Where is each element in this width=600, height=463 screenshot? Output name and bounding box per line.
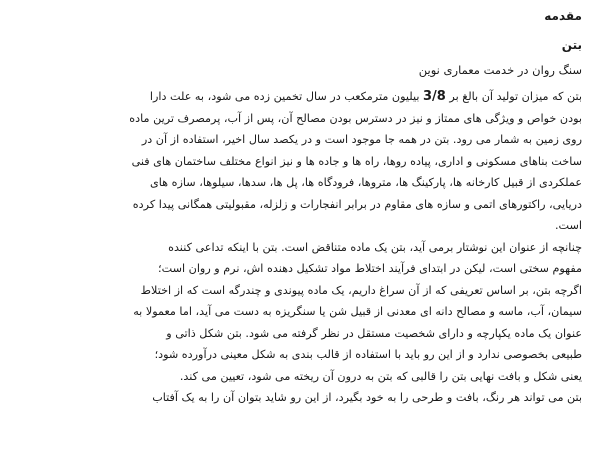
section-heading-intro: مقدمه <box>544 9 582 23</box>
paragraph-line: عنوان یک ماده یکپارچه و دارای شخصیت مستقل در نظر گرفته می شود. بتن شکل ذاتی و <box>166 326 582 340</box>
paragraph-line: یعنی شکل و بافت نهایی بتن را قالبی که بتن به درون آن ریخته می شود، تعیین می کند. <box>179 369 582 383</box>
paragraph-line: طبیعی بخصوصی ندارد و از این رو باید با استفاده از قالب بندی به شکل معینی درآورده شود؛ <box>154 348 582 361</box>
subtitle: سنگ روان در خدمت معماری نوین <box>418 63 582 77</box>
paragraph-2 <box>96 237 582 409</box>
paragraph-line: است. <box>554 219 582 232</box>
paragraph-line: ساخت بناهای مسکونی و اداری، پیاده روها، راه ها و جاده ها و نیز انواع مختلف ساختمان های فنی <box>131 154 582 168</box>
paragraph-line: روی زمین به شمار می رود. بتن در همه جا موجود است و در یکصد سال اخیر، استفاده از آن در <box>141 133 582 146</box>
paragraph-line: عملکردی از قبیل کارخانه ها، پارکینگ ها، متروها، فرودگاه ها، پل ها، سدها، سیلوها، سازه های <box>149 176 582 189</box>
paragraph-1 <box>96 86 582 237</box>
paragraph-line: مفهوم سختی است، لیکن در ابتدای فرآیند اختلاط مواد تشکیل دهنده اش، نرم و روان است؛ <box>158 262 582 275</box>
paragraph-line: بتن که میزان تولید آن بالغ بر 3/8 بیلیون مترمکعب در سال تخمین زده می شود، به علت دارا <box>149 89 582 104</box>
paragraph-line: بودن خواص و ویژگی های ممتاز و نیز در دسترس بودن مصالح آن، پس از آب، پرمصرف ترین ماده <box>129 111 582 125</box>
paragraph-line: بتن می تواند هر رنگ، بافت و طرحی را به خود بگیرد، از این رو شاید بتوان آن را به یک آفتاب <box>152 391 582 404</box>
body-text <box>96 86 582 409</box>
paragraph-line: دریایی، راکتورهای اتمی و سازه های مقاوم در برابر انفجارات و زلزله، مقبولیتی همگانی پیدا کرده <box>132 197 582 211</box>
paragraph-line: اگرچه بتن، بر اساس تعریفی که از آن سراغ داریم، یک ماده پیوندی و چندرگه است که از اختلاط <box>140 283 582 297</box>
section-heading-concrete: بتن <box>561 38 582 52</box>
paragraph-line: چنانچه از عنوان این نوشتار برمی آید، بتن یک ماده متناقض است. بتن با اینکه تداعی کننده <box>168 240 582 254</box>
paragraph-line: سیمان، آب، ماسه و مصالح دانه ای معدنی از قبیل شن یا سنگریزه به دست می آید، اما معمولا به <box>133 305 582 318</box>
production-volume-number: 3/8 <box>423 89 446 104</box>
